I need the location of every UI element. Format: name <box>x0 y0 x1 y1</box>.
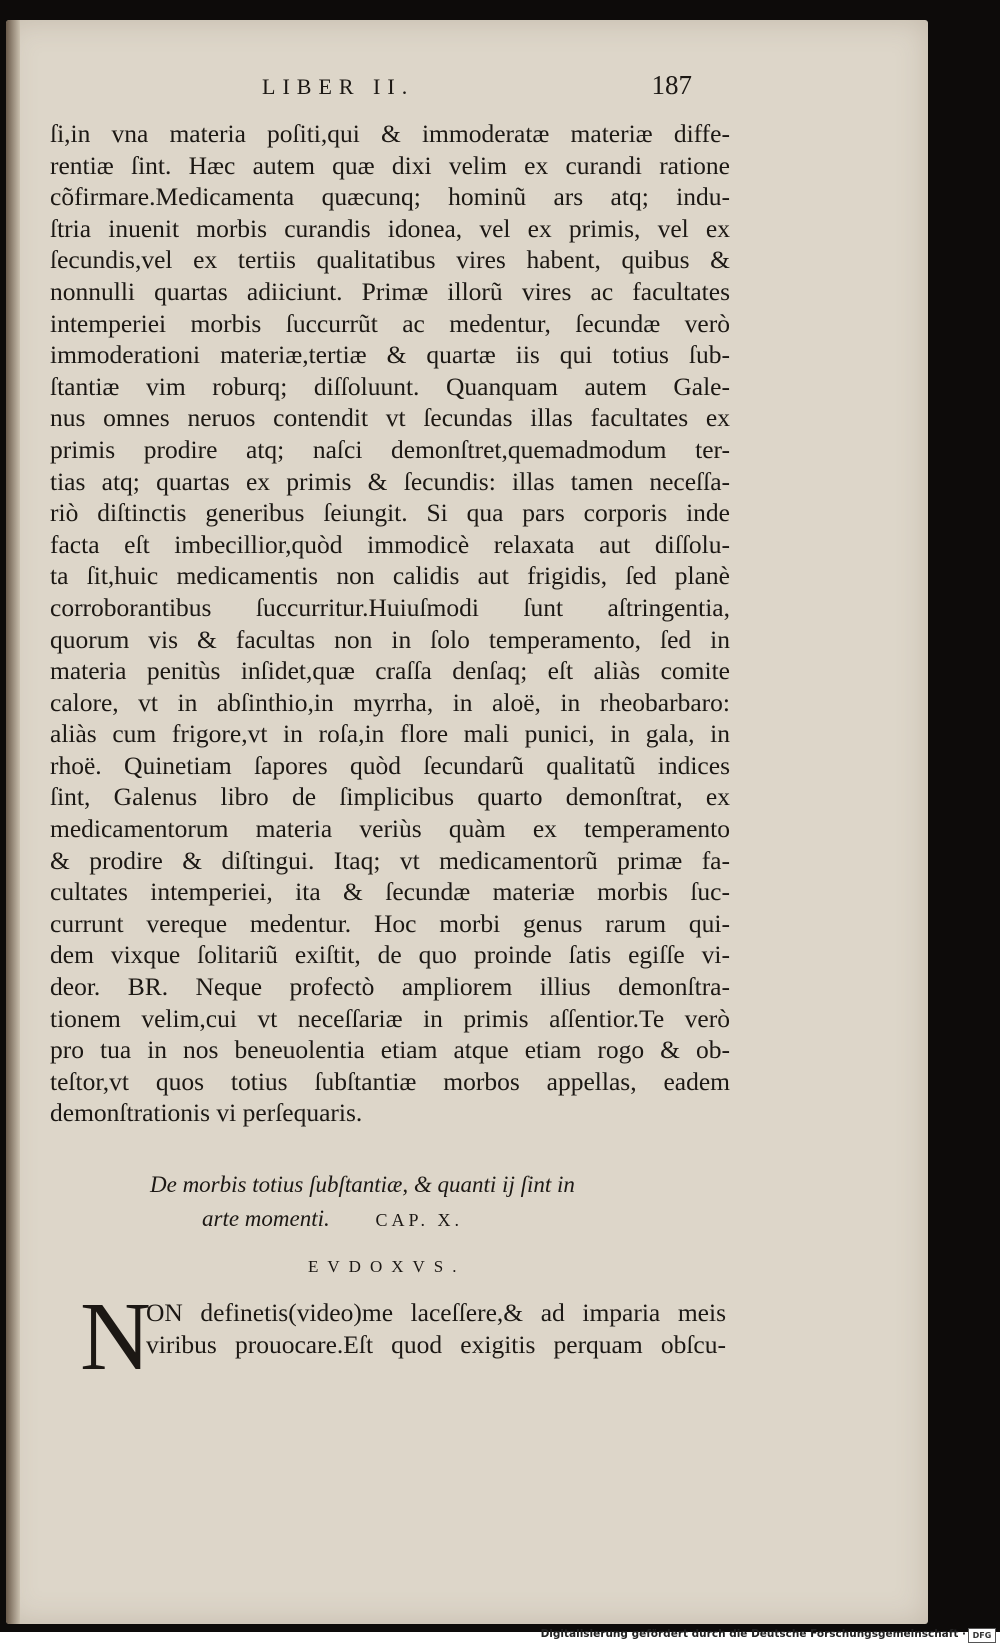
chapter-opening <box>146 1297 726 1361</box>
text-line: rentiæ ſint. Hæc autem quæ dixi velim ex curandi ratione <box>50 150 730 180</box>
page-gutter <box>6 20 20 1624</box>
text-line: ſtria inuenit morbis curandis idonea, vel ex primis, vel ex <box>50 213 730 243</box>
opening-line-2: viribus prouocare.Eſt quod exigitis perquam obſcu- <box>146 1330 726 1359</box>
text-line: demonſtrationis vi perſequaris. <box>50 1098 363 1128</box>
drop-cap: N <box>80 1283 151 1391</box>
dfg-logo: DFG <box>968 1628 996 1643</box>
text-line: cultates intemperiei, ita & ſecundæ materiæ morbis ſuc- <box>50 877 730 907</box>
text-line: materia penitùs inſidet,quæ craſſa denſaq; eſt aliàs comite <box>50 656 730 686</box>
text-line: facta eſt imbecillior,quòd immodicè relaxata aut diſſolu- <box>50 529 730 559</box>
page-number: 187 <box>651 70 692 100</box>
funding-credit: Digitalisierung gefördert durch die Deutsche Forschungsgemeinschaft · <box>540 1628 966 1640</box>
chapter-number: CAP. X. <box>375 1210 464 1230</box>
text-line: medicamentorum materia veriùs quàm ex temperamento <box>50 814 730 844</box>
text-line: tionem velim,cui vt neceſſariæ in primis aſſentior.Te verò <box>50 1003 730 1033</box>
text-line: ſecundis,vel ex tertiis qualitatibus vires habent, quibus & <box>50 245 730 275</box>
running-head <box>262 70 692 101</box>
text-line: tias atq; quartas ex primis & ſecundis: illas tamen neceſſa- <box>50 466 730 496</box>
text-line: immoderationi materiæ,tertiæ & quartæ iis qui totius ſub- <box>50 340 730 370</box>
text-line: ta ſit,huic medicamentis non calidis aut frigidis, ſed planè <box>50 561 730 591</box>
text-line: nus omnes neruos contendit vt ſecundas illas facultates ex <box>50 403 730 433</box>
text-line: pro tua in nos beneuolentia etiam atque etiam rogo & ob- <box>50 1035 730 1065</box>
body-text <box>50 118 730 1129</box>
chapter-heading-line-1: De morbis totius ſubſtantiæ, & quanti ij ſint in <box>150 1172 575 1197</box>
text-line: ſint, Galenus libro de ſimplicibus quarto demonſtrat, ex <box>50 782 730 812</box>
text-line: corroborantibus ſuccurritur.Huiuſmodi ſunt aſtringentia, <box>50 592 730 622</box>
text-line: riò diſtinctis generibus ſeiungit. Si qua pars corporis inde <box>50 498 730 528</box>
text-line: deor. BR. Neque profectò ampliorem illius demonſtra- <box>50 972 730 1002</box>
footer-bar <box>0 1628 1000 1643</box>
text-line: ſtantiæ vim roburq; diſſoluunt. Quanquam autem Gale- <box>50 371 730 401</box>
text-line: currunt vereque medentur. Hoc morbi genus rarum qui- <box>50 908 730 938</box>
text-line: ſi,in vna materia poſiti,qui & immoderatæ materiæ diffe- <box>50 119 730 148</box>
opening-line-1: ON definetis(video)me laceſſere,& ad imparia meis <box>146 1298 726 1327</box>
chapter-heading-line-2: arte momenti. <box>202 1206 330 1231</box>
text-line: rhoë. Quinetiam ſapores quòd ſecundarũ qualitatũ indices <box>50 750 730 780</box>
text-line: dem vixque ſolitariũ exiſtit, de quo proinde ſatis egiſſe vi- <box>50 940 730 970</box>
text-line: cõfirmare.Medicamenta quæcunq; hominũ ars atq; indu- <box>50 182 730 212</box>
running-head-title: LIBER II. <box>262 74 415 99</box>
text-line: quorum vis & facultas non in ſolo temperamento, ſed in <box>50 624 730 654</box>
text-line: aliàs cum frigore,vt in roſa,in flore mali punici, in gala, in <box>50 719 730 749</box>
text-line: intemperiei morbis ſuccurrũt ac medentur, ſecundæ verò <box>50 308 730 338</box>
speaker-name: EVDOXVS. <box>308 1257 466 1276</box>
chapter-heading <box>150 1168 750 1237</box>
text-line: calore, vt in abſinthio,in myrrha, in aloë, in rheobarbaro: <box>50 687 730 717</box>
text-line: & prodire & diſtingui. Itaq; vt medicamentorũ primæ fa- <box>50 845 730 875</box>
text-line: nonnulli quartas adiiciunt. Primæ illorũ vires ac facultates <box>50 276 730 306</box>
text-line: teſtor,vt quos totius ſubſtantiæ morbos appellas, eadem <box>50 1066 730 1096</box>
text-line: primis prodire atq; naſci demonſtret,quemadmodum ter- <box>50 434 730 464</box>
